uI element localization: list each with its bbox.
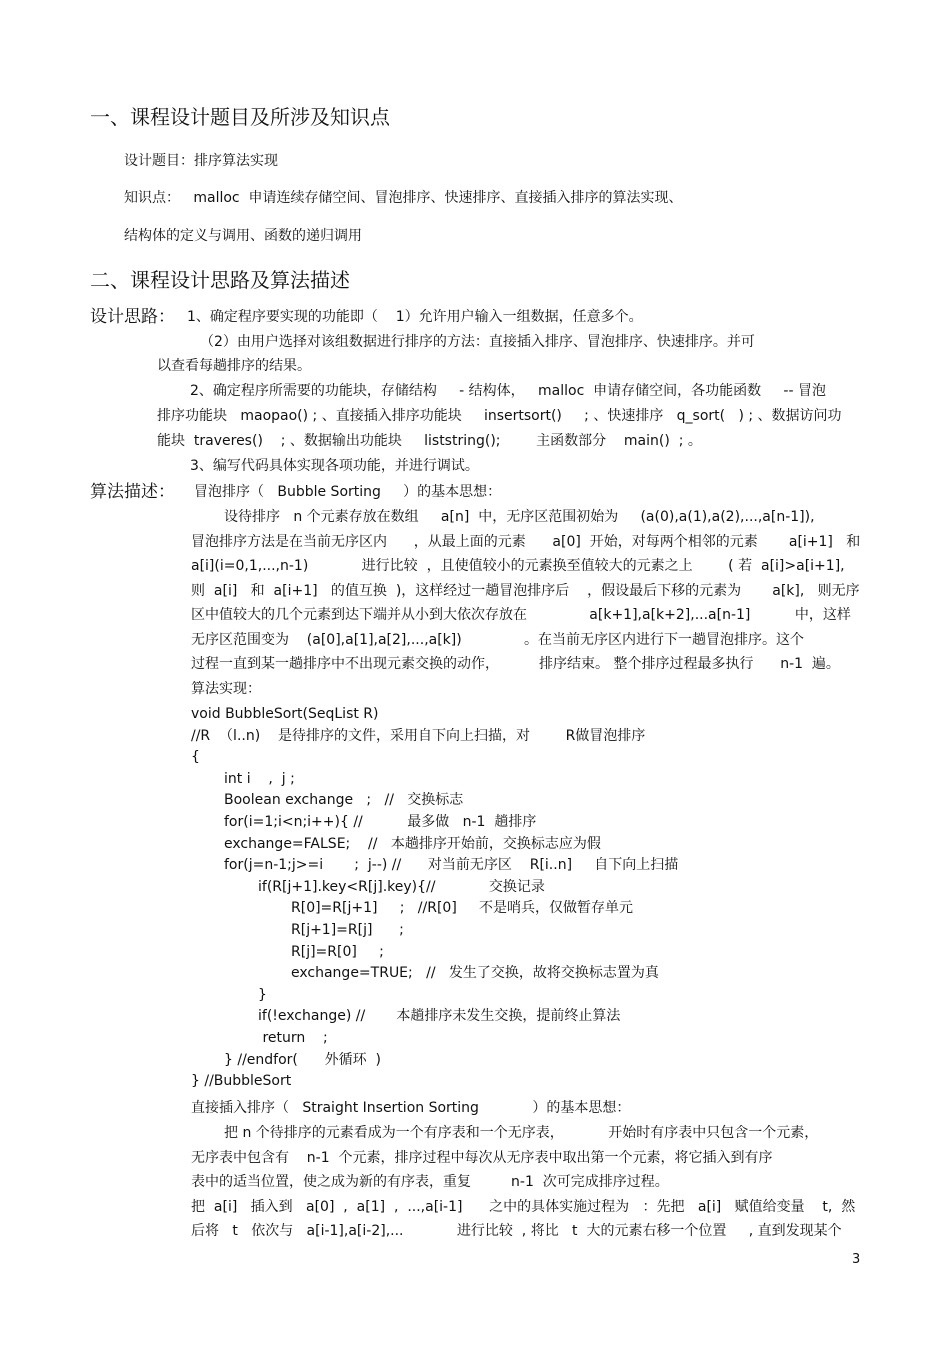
insert-line: 后将 t 依次与 a[i-1],a[i-2],... 进行比较 , 将比 t 大的元素右移一个位置 , 直到发现某个 [191,1223,842,1239]
bubble-line: 算法实现： [191,680,261,697]
bubble-line: a[i](i=0,1,...,n-1) 进行比较 ，且使值较小的元素换至值较大的元素之上 ( 若 a[i]>a[i+1], [191,558,845,574]
design-line: 能块 traveres() ; 、数据输出功能块 liststring(); 主函数部分 main() ; 。 [157,433,702,449]
algo-label: 算法描述： [90,482,175,502]
code-line: //R （l..n) 是待排序的文件，采用自下向上扫描，对 R做冒泡排序 [191,727,646,744]
design-line: 1、确定程序要实现的功能即（ 1）允许用户输入一组数据，任意多个。 [187,309,643,325]
design-line: 以查看每趟排序的结果。 [157,358,311,374]
knowledge-points: 知识点： malloc 申请连续存储空间、冒泡排序、快速排序、直接插入排序的算法实现、 [124,190,683,206]
code-line: exchange=TRUE; // 发生了交换，故将交换标志置为真 [291,965,659,982]
code-line: { [191,749,200,766]
code-line: exchange=FALSE; // 本趟排序开始前，交换标志应为假 [224,835,601,852]
bubble-line: 过程一直到某一趟排序中不出现元素交换的动作， 排序结束。 整个排序过程最多执行 n-1 遍。 [191,656,840,672]
insert-line: 把 a[i] 插入到 a[0] , a[1] , ...,a[i-1] 之中的具体实施过程为 ：先把 a[i] 赋值给变量 t, 然 [191,1198,856,1215]
code-line: if(!exchange) // 本趟排序未发生交换，提前终止算法 [258,1008,621,1025]
code-line: Boolean exchange ; // 交换标志 [224,792,464,809]
bubble-line: 冒泡排序方法是在当前无序区内 ，从最上面的元素 a[0] 开始，对每两个相邻的元素 a[i+1] 和 [191,533,861,550]
knowledge-points-cont: 结构体的定义与调用、函数的递归调用 [124,228,362,244]
bubble-line: 无序区范围变为 (a[0],a[1],a[2],...,a[k]) 。在当前无序区内进行下一趟冒泡排序。这个 [191,631,805,648]
insert-line: 把 n 个待排序的元素看成为一个有序表和一个无序表， 开始时有序表中只包含一个元素， [224,1125,819,1141]
insert-line: 表中的适当位置，使之成为新的有序表，重复 n-1 次可完成排序过程。 [191,1174,669,1190]
code-line: int i , j ; [224,770,295,787]
insert-line: 无序表中包含有 n-1 个元素，排序过程中每次从无序表中取出第一个元素，将它插入到有序 [191,1149,773,1166]
code-line: R[j]=R[0] ; [291,943,384,960]
design-line: （2）由用户选择对该组数据进行排序的方法：直接插入排序、冒泡排序、快速排序。并可 [200,334,755,350]
page-number: 3 [852,1252,861,1267]
code-line: } //BubbleSort [191,1073,292,1090]
bubble-line: 设待排序 n 个元素存放在数组 a[n] 中，无序区范围初始为 (a(0),a(1),a(2),...,a[n-1]), [224,509,815,525]
code-line: void BubbleSort(SeqList R) [191,706,379,722]
code-line: if(R[j+1].key<R[j].key){// 交换记录 [258,878,545,895]
code-line: } //endfor( 外循环 ) [224,1051,381,1068]
code-line: for(i=1;i<n;i++){ // 最多做 n-1 趟排序 [224,814,537,830]
bubble-title: 冒泡排序（ Bubble Sorting ）的基本思想： [194,484,502,500]
code-line: R[0]=R[j+1] ; //R[0] 不是哨兵，仅做暂存单元 [291,900,634,917]
code-line: } [258,986,267,1003]
design-line: 2、确定程序所需要的功能块，存储结构 - 结构体， malloc 申请存储空间，各功能函数 -- 冒泡 [190,383,826,399]
bubble-line: 则 a[i] 和 a[i+1] 的值互换 )，这样经过一趟冒泡排序后 ，假设最后下移的元素为 a[k], 则无序 [191,582,860,599]
section-heading-2: 二、课程设计思路及算法描述 [90,268,350,292]
code-line: R[j+1]=R[j] ; [291,922,404,938]
design-line: 排序功能块 maopao() ; 、直接插入排序功能块 insertsort() ; 、快速排序 q_sort( ) ; 、数据访问功 [157,408,842,424]
design-topic: 设计题目：排序算法实现 [124,153,278,169]
design-label: 设计思路： [90,307,175,327]
design-line: 3、编写代码具体实现各项功能，并进行调试。 [190,458,479,474]
bubble-line: 区中值较大的几个元素到达下端并从小到大依次存放在 a[k+1],a[k+2],...a[n-1] 中，这样 [191,607,851,623]
insert-title: 直接插入排序（ Straight Insertion Sorting ）的基本思想： [191,1100,631,1116]
code-line: for(j=n-1;j>=i ; j--) // 对当前无序区 R[i..n] 自下向上扫描 [224,857,679,874]
code-line: return ; [258,1030,328,1046]
section-heading-1: 一、课程设计题目及所涉及知识点 [90,105,390,129]
